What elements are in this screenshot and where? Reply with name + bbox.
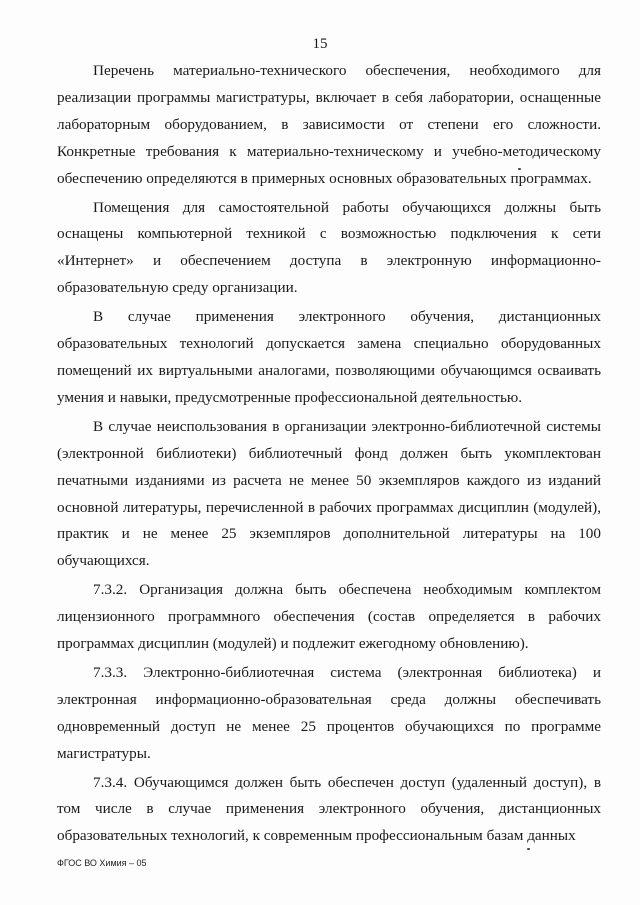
paragraph-library-fund: В случае неиспользования в организации электронно-библиотечной системы (электронной библиотеки) библиотечный фонд должен быть укомплектован печатными изданиями из расчета не менее 50 экземпляров каждого из изданий основной литературы, перечисленной в рабочих программах дисциплин (модулей), практик и не менее 25 экземпляров дополнительной литературы на 100 обучающихся. [57, 417, 601, 570]
paragraph-7-3-4: 7.3.4. Обучающимся должен быть обеспечен доступ (удаленный доступ), в том числе в случае применения электронного обучения, дистанционных образовательных технологий, к современным профессиональным базам данных [57, 773, 601, 845]
document-body [57, 58, 601, 850]
page-number: 15 [312, 36, 328, 52]
paragraph-e-learning: В случае применения электронного обучения, дистанционных образовательных технологий допускается замена специально оборудованных помещений их виртуальными аналогами, позволяющими обучающимся осваивать умения и навыки, предусмотренные профессиональной деятельностью. [57, 308, 601, 406]
paragraph-7-3-3: 7.3.3. Электронно-библиотечная система (электронная библиотека) и электронная информационно-образовательная среда должны обеспечивать одновременный доступ не менее 25 процентов обучающихся по программе магистратуры. [57, 663, 601, 762]
document-footer: ФГОС ВО Химия – 05 [57, 858, 147, 868]
scan-speck [527, 848, 530, 850]
paragraph-7-3-2: 7.3.2. Организация должна быть обеспечена необходимым комплектом лицензионного программного обеспечения (состав определяется в рабочих программах дисциплин (модулей) и подлежит ежегодному обновлению). [57, 581, 601, 653]
paragraph-material-support: Перечень материально-технического обеспечения, необходимого для реализации программы магистратуры, включает в себя лаборатории, оснащенные лабораторным оборудованием, в зависимости от степени его сложности. Конкретные требования к материально-техническому и учебно-методическому обеспечению определяются в примерных основных образовательных программах. [57, 62, 601, 187]
paragraph-self-study-rooms: Помещения для самостоятельной работы обучающихся должны быть оснащены компьютерной техникой с возможностью подключения к сети «Интернет» и обеспечением доступа в электронную информационно-образовательную среду организации. [57, 198, 601, 297]
scan-speck [518, 168, 521, 170]
